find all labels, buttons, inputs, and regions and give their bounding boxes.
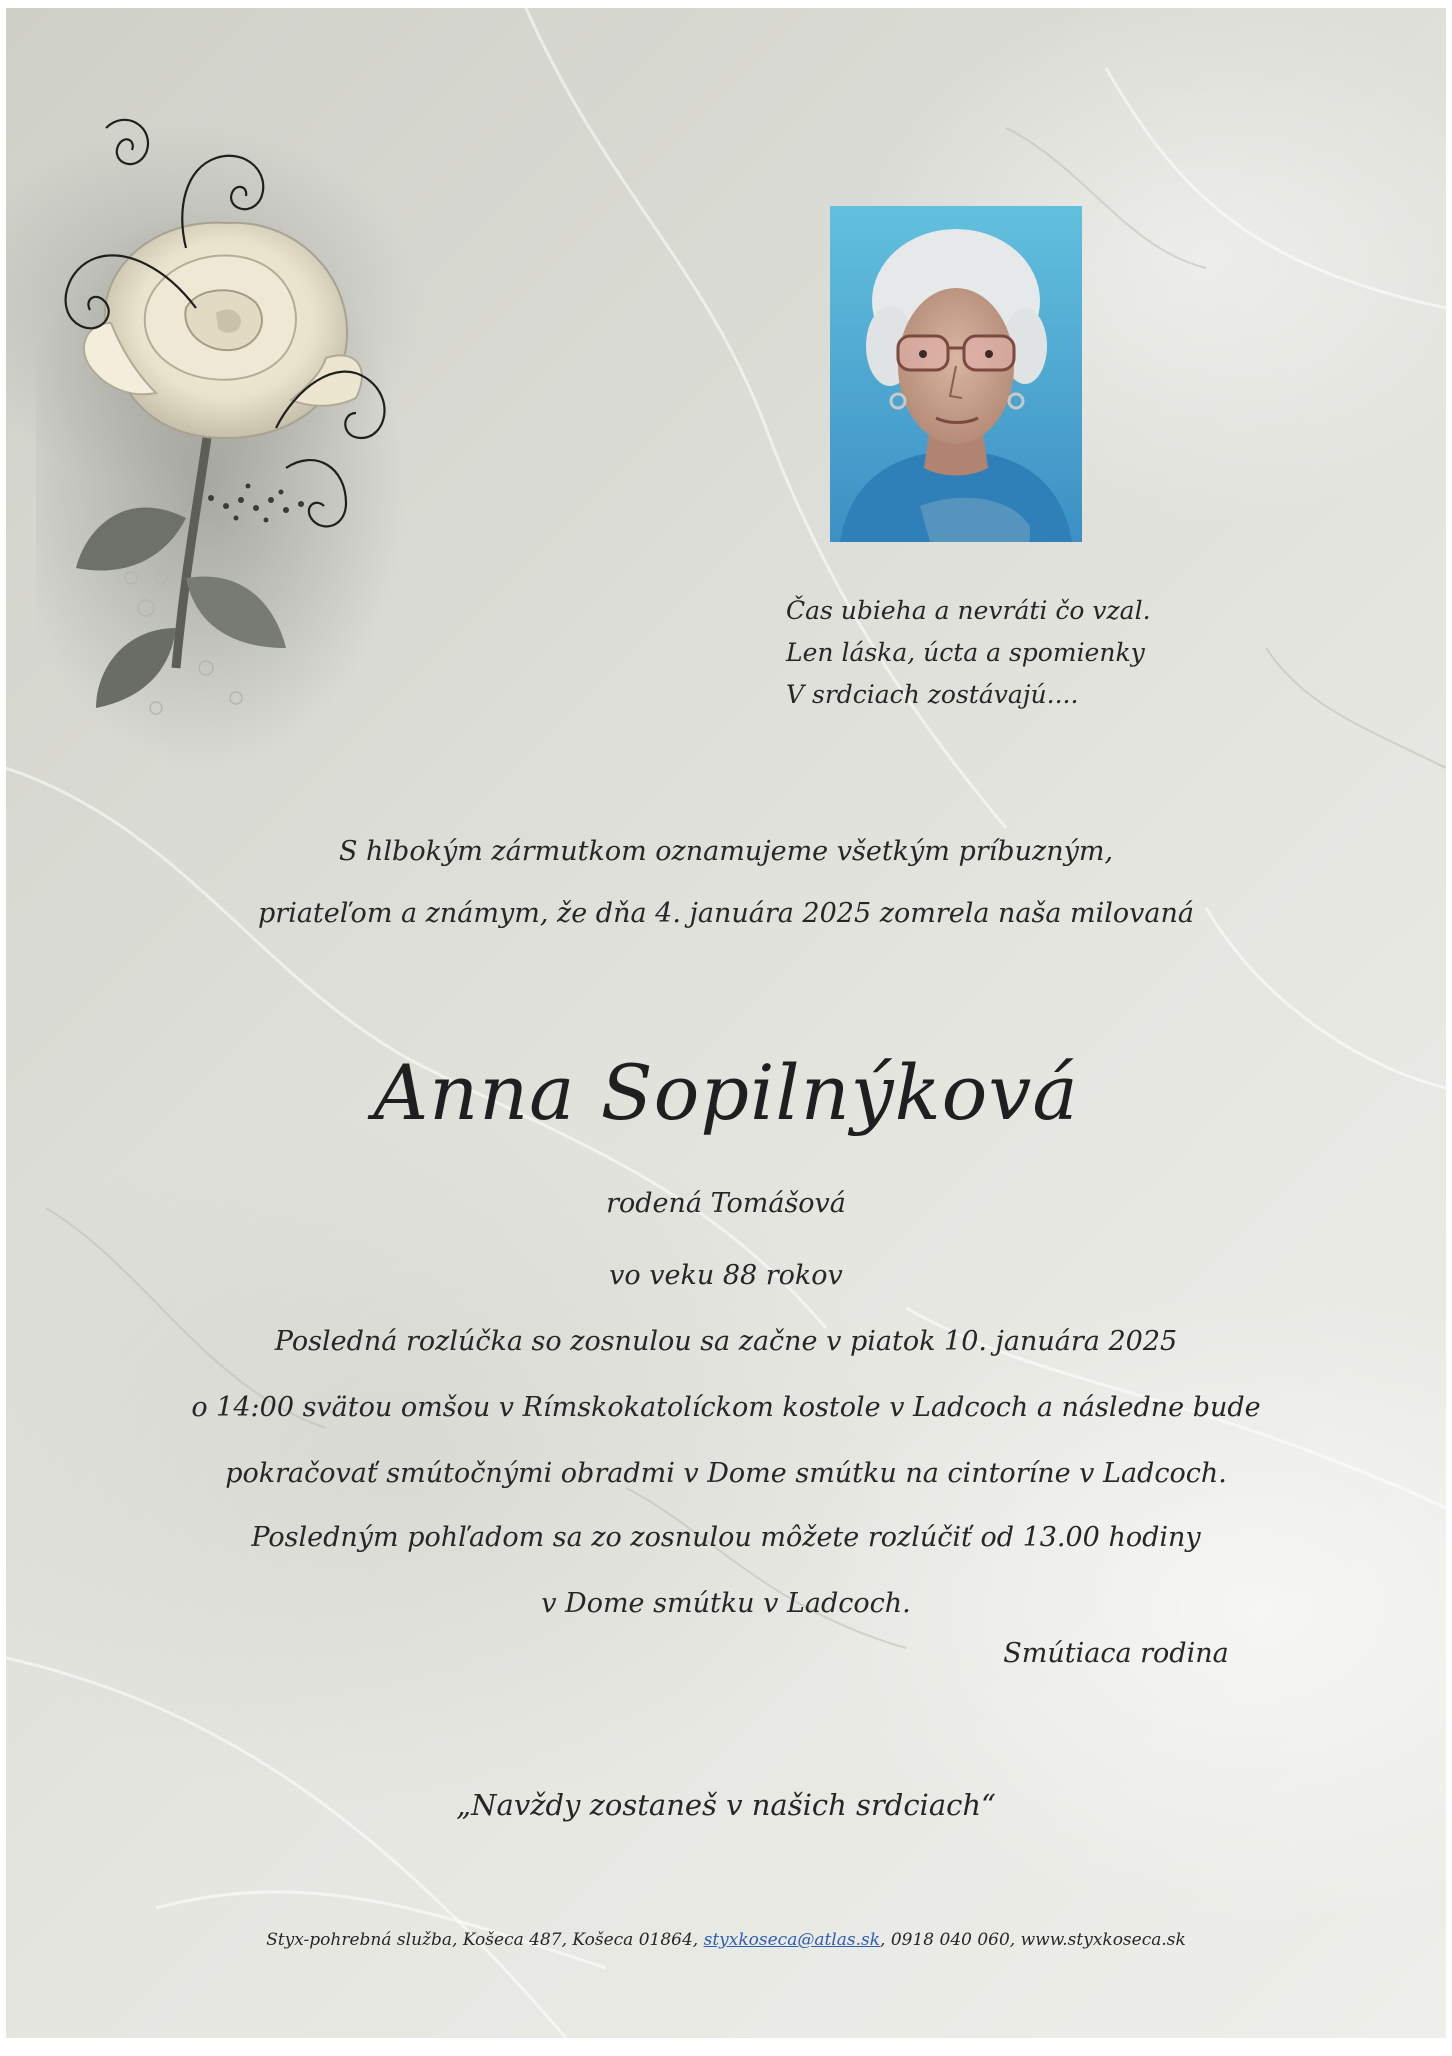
ceremony-line: v Dome smútku v Ladcoch.	[541, 1588, 911, 1619]
obituary-page	[6, 8, 1446, 2038]
ceremony-line: Posledná rozlúčka so zosnulou sa začne v piatok 10. januára 2025	[274, 1326, 1178, 1357]
funeral-service-footer	[6, 1930, 1446, 1950]
footer-company: Styx-pohrebná služba, Košeca 487, Košeca 01864,	[266, 1930, 704, 1950]
ceremony-line: o 14:00 svätou omšou v Rímskokatolíckom kostole v Ladcoch a následne bude	[191, 1392, 1261, 1423]
intro-line: priateľom a známym, že dňa 4. januára 2025 zomrela naša milovaná	[258, 898, 1194, 929]
memorial-motto: „Navždy zostaneš v našich srdciach“	[456, 1788, 996, 1822]
white-rose-icon	[36, 108, 476, 768]
intro-line: S hlbokým zármutkom oznamujeme všetkým príbuzným,	[338, 836, 1114, 867]
poem-line: V srdciach zostávajú....	[786, 680, 1079, 709]
poem-line: Len láska, úcta a spomienky	[786, 638, 1145, 667]
age-line: vo veku 88 rokov	[609, 1260, 843, 1291]
portrait-photo	[830, 206, 1082, 542]
poem-line: Čas ubieha a nevráti čo vzal.	[786, 596, 1151, 625]
deceased-name: Anna Sopilnýková	[373, 1048, 1079, 1137]
ceremony-line: Posledným pohľadom sa zo zosnulou môžete rozlúčiť od 13.00 hodiny	[251, 1522, 1201, 1553]
memorial-poem	[786, 590, 1186, 716]
footer-contact: , 0918 040 060, www.styxkoseca.sk	[880, 1930, 1186, 1950]
family-signature: Smútiaca rodina	[1003, 1638, 1229, 1669]
maiden-name: rodená Tomášová	[606, 1188, 846, 1219]
ceremony-line: pokračovať smútočnými obradmi v Dome smútku na cintoríne v Ladcoch.	[225, 1458, 1227, 1489]
email-link[interactable]: styxkoseca@atlas.sk	[703, 1930, 881, 1950]
